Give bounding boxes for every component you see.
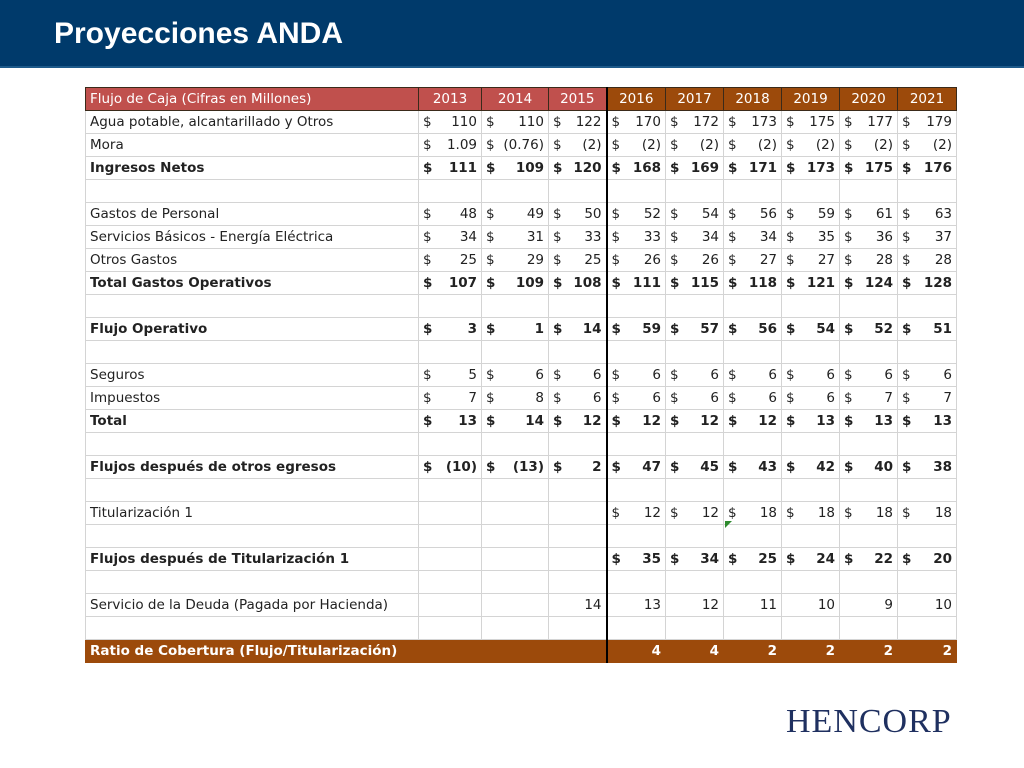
value-cell xyxy=(482,640,549,663)
value-cell: $ 5 xyxy=(419,364,482,387)
value-cell xyxy=(724,525,782,548)
table-row xyxy=(86,134,957,157)
value-cell xyxy=(782,525,840,548)
value-cell: $ 28 xyxy=(898,249,957,272)
value-cell: $ (2) xyxy=(840,134,898,157)
year-header: 2020 xyxy=(840,88,898,111)
value-cell: $ 121 xyxy=(782,272,840,295)
table-row xyxy=(86,433,957,456)
table-row xyxy=(86,318,957,341)
year-header: 2014 xyxy=(482,88,549,111)
value-cell xyxy=(724,617,782,640)
value-cell: $ (13) xyxy=(482,456,549,479)
value-cell xyxy=(607,341,666,364)
table-row xyxy=(86,456,957,479)
table-title: Flujo de Caja (Cifras en Millones) xyxy=(86,88,419,111)
value-cell: $ 59 xyxy=(607,318,666,341)
value-cell xyxy=(419,479,482,502)
value-cell xyxy=(482,502,549,525)
value-cell xyxy=(840,617,898,640)
value-cell: $ 172 xyxy=(666,111,724,134)
value-cell: $ (10) xyxy=(419,456,482,479)
value-cell: 12 xyxy=(666,594,724,617)
value-cell: $ 13 xyxy=(840,410,898,433)
value-cell: $ 7 xyxy=(898,387,957,410)
value-cell xyxy=(607,525,666,548)
value-cell xyxy=(666,525,724,548)
value-cell: $ 6 xyxy=(724,387,782,410)
value-cell: $ 173 xyxy=(782,157,840,180)
value-cell xyxy=(549,571,607,594)
value-cell xyxy=(607,617,666,640)
value-cell xyxy=(898,295,957,318)
value-cell xyxy=(782,479,840,502)
row-label: Gastos de Personal xyxy=(86,203,419,226)
value-cell: 11 xyxy=(724,594,782,617)
value-cell: $ 25 xyxy=(724,548,782,571)
value-cell: $ 54 xyxy=(782,318,840,341)
value-cell: $ 118 xyxy=(724,272,782,295)
value-cell xyxy=(840,571,898,594)
value-cell: $ 124 xyxy=(840,272,898,295)
comment-marker xyxy=(725,521,732,528)
value-cell: $ 6 xyxy=(782,387,840,410)
value-cell xyxy=(898,433,957,456)
cash-flow-table xyxy=(85,87,957,663)
value-cell: $ 26 xyxy=(666,249,724,272)
row-label: Servicio de la Deuda (Pagada por Hacienda) xyxy=(86,594,419,617)
ratio-row xyxy=(86,640,957,663)
value-cell: $ 173 xyxy=(724,111,782,134)
row-label: Mora xyxy=(86,134,419,157)
value-cell: $ 47 xyxy=(607,456,666,479)
row-label: Flujo Operativo xyxy=(86,318,419,341)
value-cell: $ 6 xyxy=(549,387,607,410)
year-header: 2015 xyxy=(549,88,607,111)
value-cell xyxy=(724,479,782,502)
row-label xyxy=(86,479,419,502)
value-cell: $ 177 xyxy=(840,111,898,134)
value-cell: $ 18 xyxy=(840,502,898,525)
value-cell xyxy=(482,571,549,594)
value-cell: $ 27 xyxy=(782,249,840,272)
value-cell: $ 122 xyxy=(549,111,607,134)
row-label xyxy=(86,295,419,318)
value-cell: $ 28 xyxy=(840,249,898,272)
year-header: 2013 xyxy=(419,88,482,111)
value-cell: $ (2) xyxy=(782,134,840,157)
value-cell: $ 13 xyxy=(419,410,482,433)
value-cell xyxy=(419,548,482,571)
value-cell: $ 6 xyxy=(549,364,607,387)
row-label xyxy=(86,433,419,456)
value-cell: $ (2) xyxy=(549,134,607,157)
table-row xyxy=(86,387,957,410)
value-cell xyxy=(724,295,782,318)
value-cell: $ 50 xyxy=(549,203,607,226)
value-cell: $ 2 xyxy=(549,456,607,479)
row-label xyxy=(86,571,419,594)
value-cell xyxy=(782,571,840,594)
row-label: Servicios Básicos - Energía Eléctrica xyxy=(86,226,419,249)
value-cell: $ 38 xyxy=(898,456,957,479)
table-row xyxy=(86,341,957,364)
value-cell: $ 170 xyxy=(607,111,666,134)
value-cell: $ 25 xyxy=(549,249,607,272)
value-cell: $ 108 xyxy=(549,272,607,295)
value-cell: $ 12 xyxy=(666,410,724,433)
value-cell: $ 111 xyxy=(419,157,482,180)
row-label: Ratio de Cobertura (Flujo/Titularización) xyxy=(86,640,419,663)
table-header-row xyxy=(86,88,957,111)
value-cell xyxy=(549,617,607,640)
value-cell: $ 52 xyxy=(840,318,898,341)
value-cell xyxy=(782,180,840,203)
value-cell: $ 34 xyxy=(666,226,724,249)
row-label: Titularización 1 xyxy=(86,502,419,525)
value-cell: $ 34 xyxy=(666,548,724,571)
value-cell: $ 179 xyxy=(898,111,957,134)
table-row xyxy=(86,479,957,502)
value-cell: $ 61 xyxy=(840,203,898,226)
value-cell: $ 109 xyxy=(482,157,549,180)
value-cell xyxy=(549,640,607,663)
value-cell: 4 xyxy=(607,640,666,663)
value-cell xyxy=(419,502,482,525)
value-cell xyxy=(549,341,607,364)
value-cell xyxy=(482,341,549,364)
value-cell: $ 36 xyxy=(840,226,898,249)
row-label: Seguros xyxy=(86,364,419,387)
value-cell xyxy=(549,433,607,456)
row-label xyxy=(86,180,419,203)
table-row xyxy=(86,410,957,433)
table-row xyxy=(86,272,957,295)
value-cell: 4 xyxy=(666,640,724,663)
value-cell: $ 128 xyxy=(898,272,957,295)
value-cell: $ 34 xyxy=(724,226,782,249)
value-cell xyxy=(419,617,482,640)
value-cell: $ 14 xyxy=(482,410,549,433)
value-cell: $ 22 xyxy=(840,548,898,571)
value-cell: $ 6 xyxy=(666,364,724,387)
value-cell xyxy=(482,433,549,456)
value-cell xyxy=(782,295,840,318)
year-header: 2021 xyxy=(898,88,957,111)
value-cell: $ (2) xyxy=(724,134,782,157)
value-cell xyxy=(724,341,782,364)
value-cell xyxy=(549,180,607,203)
value-cell: $ 13 xyxy=(782,410,840,433)
year-header: 2019 xyxy=(782,88,840,111)
value-cell: 2 xyxy=(782,640,840,663)
value-cell xyxy=(549,548,607,571)
value-cell xyxy=(549,479,607,502)
value-cell xyxy=(419,594,482,617)
value-cell xyxy=(898,525,957,548)
value-cell: $ 6 xyxy=(607,364,666,387)
table-row xyxy=(86,157,957,180)
value-cell: $ 31 xyxy=(482,226,549,249)
value-cell: 2 xyxy=(724,640,782,663)
value-cell xyxy=(898,617,957,640)
value-cell xyxy=(898,479,957,502)
value-cell xyxy=(666,295,724,318)
value-cell: $ 18 xyxy=(724,502,782,525)
value-cell: $ 176 xyxy=(898,157,957,180)
value-cell xyxy=(482,295,549,318)
row-label xyxy=(86,525,419,548)
value-cell: 2 xyxy=(840,640,898,663)
year-header: 2017 xyxy=(666,88,724,111)
value-cell: $ 12 xyxy=(549,410,607,433)
table-row xyxy=(86,364,957,387)
value-cell: $ 6 xyxy=(898,364,957,387)
value-cell: $ 27 xyxy=(724,249,782,272)
value-cell xyxy=(419,341,482,364)
value-cell: $ 57 xyxy=(666,318,724,341)
value-cell xyxy=(419,640,482,663)
page-title: Proyecciones ANDA xyxy=(54,17,343,50)
hencorp-logo: HENCORP xyxy=(786,703,952,740)
value-cell: $ 12 xyxy=(607,410,666,433)
value-cell: $ 33 xyxy=(549,226,607,249)
value-cell: $ 169 xyxy=(666,157,724,180)
value-cell: $ 168 xyxy=(607,157,666,180)
value-cell: $ 20 xyxy=(898,548,957,571)
value-cell: 9 xyxy=(840,594,898,617)
value-cell xyxy=(482,594,549,617)
value-cell: $ 12 xyxy=(666,502,724,525)
table-row xyxy=(86,203,957,226)
value-cell: 13 xyxy=(607,594,666,617)
row-label: Total Gastos Operativos xyxy=(86,272,419,295)
value-cell: $ 49 xyxy=(482,203,549,226)
value-cell: $ 6 xyxy=(724,364,782,387)
value-cell: $ 29 xyxy=(482,249,549,272)
value-cell xyxy=(607,295,666,318)
value-cell xyxy=(607,433,666,456)
value-cell: $ (2) xyxy=(666,134,724,157)
value-cell xyxy=(840,295,898,318)
value-cell: $ 110 xyxy=(419,111,482,134)
row-label: Flujos después de Titularización 1 xyxy=(86,548,419,571)
row-label: Total xyxy=(86,410,419,433)
value-cell xyxy=(840,433,898,456)
value-cell: $ 115 xyxy=(666,272,724,295)
value-cell xyxy=(666,479,724,502)
value-cell: $ 6 xyxy=(482,364,549,387)
table-row xyxy=(86,594,957,617)
row-label: Otros Gastos xyxy=(86,249,419,272)
value-cell xyxy=(419,433,482,456)
value-cell: $ 18 xyxy=(898,502,957,525)
value-cell: $ 1 xyxy=(482,318,549,341)
value-cell: $ 109 xyxy=(482,272,549,295)
value-cell xyxy=(482,479,549,502)
table-row xyxy=(86,617,957,640)
table-row xyxy=(86,525,957,548)
value-cell: $ 24 xyxy=(782,548,840,571)
value-cell: $ 6 xyxy=(840,364,898,387)
value-cell: $ 42 xyxy=(782,456,840,479)
value-cell: $ 48 xyxy=(419,203,482,226)
table-row xyxy=(86,295,957,318)
value-cell: 2 xyxy=(898,640,957,663)
table-row xyxy=(86,502,957,525)
value-cell xyxy=(607,571,666,594)
row-label: Agua potable, alcantarillado y Otros xyxy=(86,111,419,134)
value-cell: $ 13 xyxy=(898,410,957,433)
value-cell: $ 37 xyxy=(898,226,957,249)
value-cell: $ 63 xyxy=(898,203,957,226)
value-cell xyxy=(666,180,724,203)
value-cell: $ 26 xyxy=(607,249,666,272)
table-row xyxy=(86,249,957,272)
table-row xyxy=(86,571,957,594)
value-cell: $ 56 xyxy=(724,318,782,341)
year-header: 2018 xyxy=(724,88,782,111)
value-cell: $ 45 xyxy=(666,456,724,479)
row-label xyxy=(86,617,419,640)
value-cell xyxy=(840,341,898,364)
value-cell: $ (0.76) xyxy=(482,134,549,157)
value-cell: 14 xyxy=(549,594,607,617)
value-cell xyxy=(782,433,840,456)
value-cell: $ 43 xyxy=(724,456,782,479)
value-cell: $ 56 xyxy=(724,203,782,226)
table-row xyxy=(86,226,957,249)
value-cell xyxy=(666,617,724,640)
value-cell xyxy=(724,433,782,456)
value-cell xyxy=(666,571,724,594)
value-cell: $ 175 xyxy=(840,157,898,180)
value-cell xyxy=(782,617,840,640)
year-header: 2016 xyxy=(607,88,666,111)
value-cell xyxy=(549,525,607,548)
value-cell: $ 175 xyxy=(782,111,840,134)
value-cell xyxy=(482,617,549,640)
value-cell xyxy=(482,180,549,203)
value-cell: $ (2) xyxy=(898,134,957,157)
row-label xyxy=(86,341,419,364)
value-cell xyxy=(898,571,957,594)
row-label: Flujos después de otros egresos xyxy=(86,456,419,479)
value-cell xyxy=(419,525,482,548)
value-cell: $ 1.09 xyxy=(419,134,482,157)
value-cell: $ 33 xyxy=(607,226,666,249)
value-cell xyxy=(898,180,957,203)
value-cell: $ 107 xyxy=(419,272,482,295)
value-cell xyxy=(607,180,666,203)
value-cell: $ 52 xyxy=(607,203,666,226)
value-cell: $ 7 xyxy=(419,387,482,410)
value-cell xyxy=(482,548,549,571)
value-cell xyxy=(840,180,898,203)
value-cell: $ 111 xyxy=(607,272,666,295)
value-cell xyxy=(782,341,840,364)
value-cell: $ 8 xyxy=(482,387,549,410)
value-cell xyxy=(840,479,898,502)
value-cell: $ 14 xyxy=(549,318,607,341)
value-cell xyxy=(666,341,724,364)
value-cell xyxy=(419,295,482,318)
value-cell xyxy=(549,295,607,318)
value-cell: $ 34 xyxy=(419,226,482,249)
value-cell xyxy=(419,571,482,594)
value-cell: $ 25 xyxy=(419,249,482,272)
value-cell: $ 18 xyxy=(782,502,840,525)
value-cell: $ 6 xyxy=(607,387,666,410)
value-cell: $ 54 xyxy=(666,203,724,226)
value-cell xyxy=(419,180,482,203)
row-label: Impuestos xyxy=(86,387,419,410)
value-cell xyxy=(724,180,782,203)
value-cell: $ 120 xyxy=(549,157,607,180)
value-cell: $ 171 xyxy=(724,157,782,180)
value-cell xyxy=(666,433,724,456)
value-cell: $ 12 xyxy=(724,410,782,433)
value-cell: $ 59 xyxy=(782,203,840,226)
value-cell: $ 110 xyxy=(482,111,549,134)
value-cell: $ (2) xyxy=(607,134,666,157)
value-cell xyxy=(898,341,957,364)
header-bar xyxy=(0,0,1024,68)
value-cell: 10 xyxy=(782,594,840,617)
table-row xyxy=(86,548,957,571)
row-label: Ingresos Netos xyxy=(86,157,419,180)
value-cell: $ 35 xyxy=(607,548,666,571)
value-cell: $ 51 xyxy=(898,318,957,341)
value-cell: 10 xyxy=(898,594,957,617)
value-cell: $ 12 xyxy=(607,502,666,525)
value-cell xyxy=(724,571,782,594)
table-row xyxy=(86,111,957,134)
value-cell: $ 6 xyxy=(666,387,724,410)
value-cell: $ 35 xyxy=(782,226,840,249)
value-cell xyxy=(482,525,549,548)
value-cell xyxy=(840,525,898,548)
value-cell: $ 40 xyxy=(840,456,898,479)
value-cell xyxy=(607,479,666,502)
value-cell: $ 7 xyxy=(840,387,898,410)
value-cell: $ 6 xyxy=(782,364,840,387)
value-cell xyxy=(549,502,607,525)
table-row xyxy=(86,180,957,203)
value-cell: $ 3 xyxy=(419,318,482,341)
